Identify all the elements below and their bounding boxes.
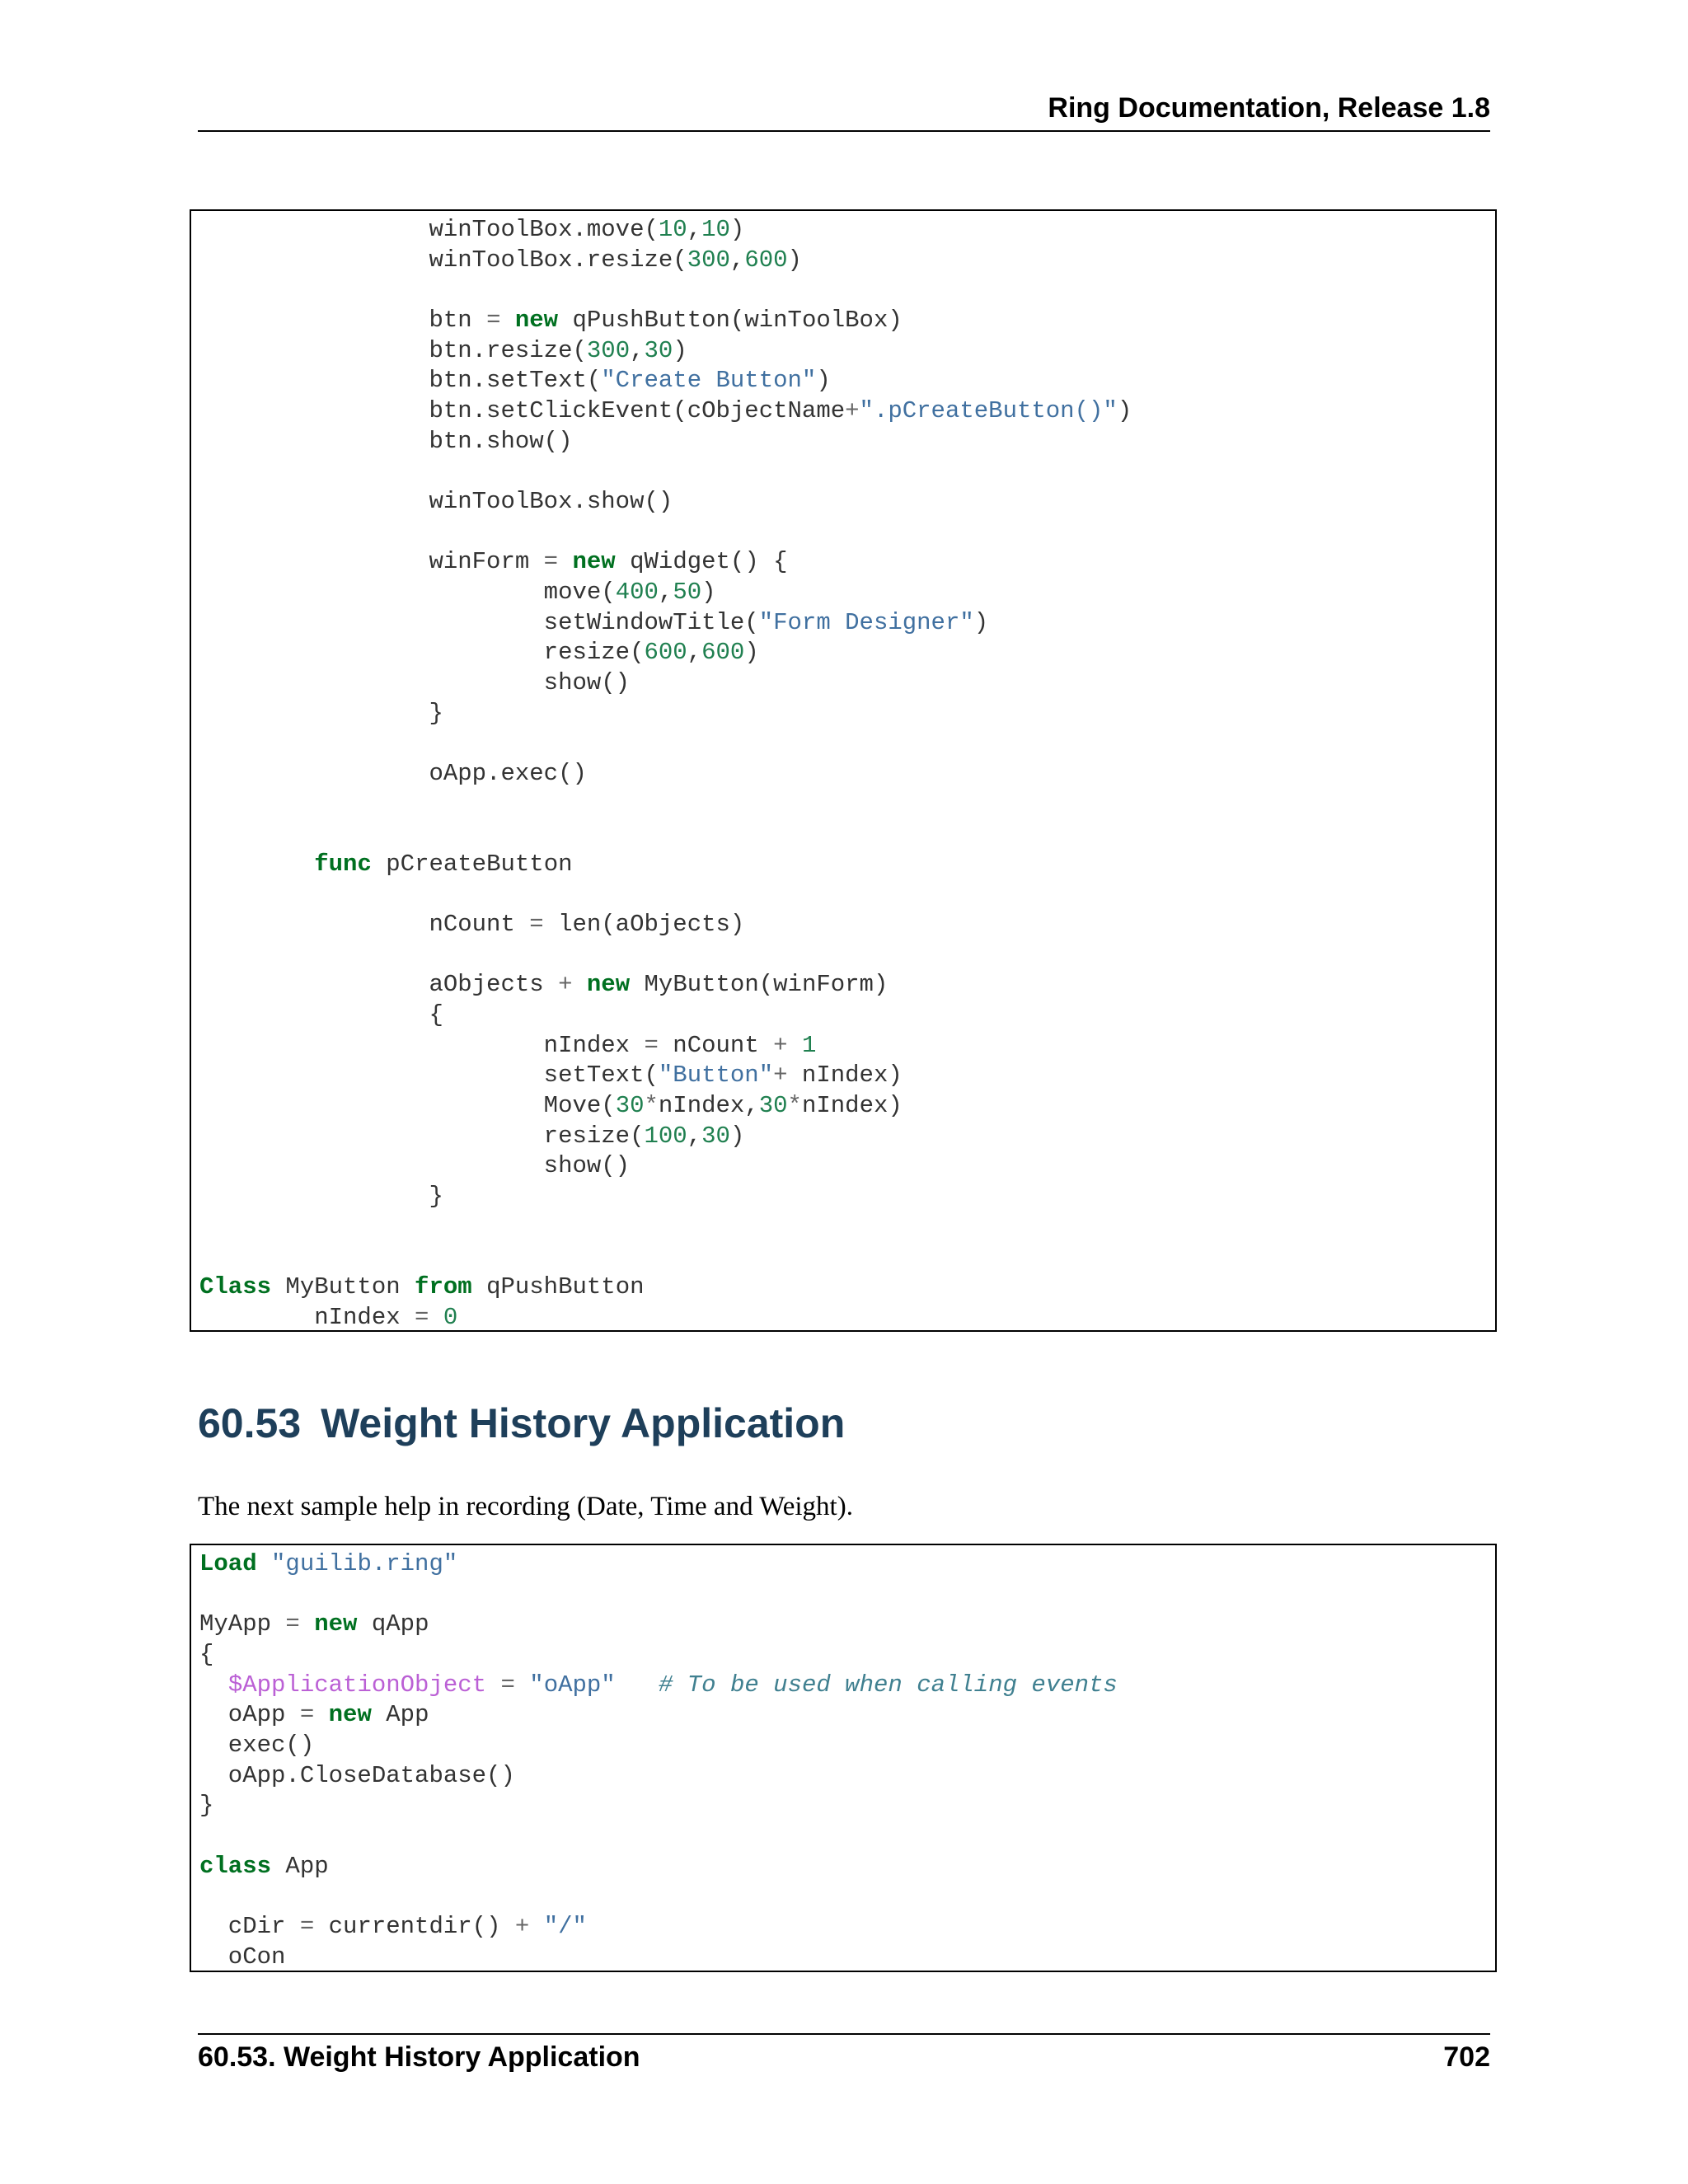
code-line: } bbox=[199, 699, 443, 727]
code-line: btn.show() bbox=[199, 427, 573, 455]
page-header-title: Ring Documentation, Release 1.8 bbox=[1048, 92, 1490, 124]
code-line: } bbox=[199, 1792, 214, 1820]
code-line: Move(30*nIndex,30*nIndex) bbox=[199, 1092, 903, 1120]
code-line: nIndex = nCount + 1 bbox=[199, 1031, 817, 1059]
code-line: move(400,50) bbox=[199, 578, 716, 606]
code-line: show() bbox=[199, 668, 631, 696]
code-line: btn = new qPushButton(winToolBox) bbox=[199, 306, 903, 334]
code-line: } bbox=[199, 1183, 443, 1210]
code-line: setWindowTitle("Form Designer") bbox=[199, 608, 989, 636]
code-line: btn.setClickEvent(cObjectName+".pCreateButton()") bbox=[199, 396, 1132, 424]
code-line: nCount = len(aObjects) bbox=[199, 911, 745, 939]
header-rule bbox=[198, 130, 1490, 132]
code-line: nIndex = 0 bbox=[199, 1303, 458, 1331]
code-listing bbox=[191, 215, 1495, 1332]
code-line: resize(100,30) bbox=[199, 1122, 745, 1150]
code-line: winForm = new qWidget() { bbox=[199, 548, 788, 576]
code-line: oApp = new App bbox=[199, 1701, 429, 1729]
code-block-weight-history bbox=[190, 1544, 1497, 1972]
page-number: 702 bbox=[1443, 2041, 1490, 2073]
code-line: btn.setText("Create Button") bbox=[199, 367, 831, 395]
footer-section-label: 60.53. Weight History Application bbox=[198, 2041, 640, 2073]
section-heading bbox=[198, 1399, 845, 1447]
code-line: aObjects + new MyButton(winForm) bbox=[199, 971, 889, 999]
code-line: winToolBox.show() bbox=[199, 487, 673, 515]
code-line: $ApplicationObject = "oApp" # To be used when calling events bbox=[227, 1671, 1118, 1699]
code-line: cDir = currentdir() + "/" bbox=[199, 1912, 587, 1940]
code-line: oApp.CloseDatabase() bbox=[199, 1761, 515, 1789]
code-line: winToolBox.move(10,10) bbox=[199, 216, 745, 243]
code-line: resize(600,600) bbox=[199, 639, 759, 667]
code-line: Class MyButton from qPushButton bbox=[199, 1272, 645, 1301]
code-line: func pCreateButton bbox=[314, 850, 573, 878]
section-title: Weight History Application bbox=[321, 1400, 846, 1446]
intro-paragraph: The next sample help in recording (Date, Time and Weight). bbox=[198, 1492, 853, 1521]
code-line: MyApp = new qApp bbox=[199, 1610, 429, 1638]
section-number: 60.53 bbox=[198, 1400, 302, 1446]
code-line: winToolBox.resize(300,600) bbox=[199, 246, 802, 274]
code-line: class App bbox=[199, 1852, 329, 1880]
code-line: btn.resize(300,30) bbox=[199, 336, 687, 364]
code-line: { bbox=[199, 1001, 443, 1029]
code-line: setText("Button"+ nIndex) bbox=[199, 1062, 903, 1090]
code-line: oCon bbox=[199, 1943, 286, 1971]
code-line: exec() bbox=[199, 1731, 315, 1759]
code-line: { bbox=[199, 1640, 214, 1668]
code-listing bbox=[191, 1549, 1495, 1972]
footer-rule bbox=[198, 2033, 1490, 2035]
code-line: oApp.exec() bbox=[199, 759, 587, 787]
code-block-previous bbox=[190, 209, 1497, 1332]
code-line: show() bbox=[199, 1152, 631, 1180]
code-line: Load "guilib.ring" bbox=[199, 1550, 458, 1577]
